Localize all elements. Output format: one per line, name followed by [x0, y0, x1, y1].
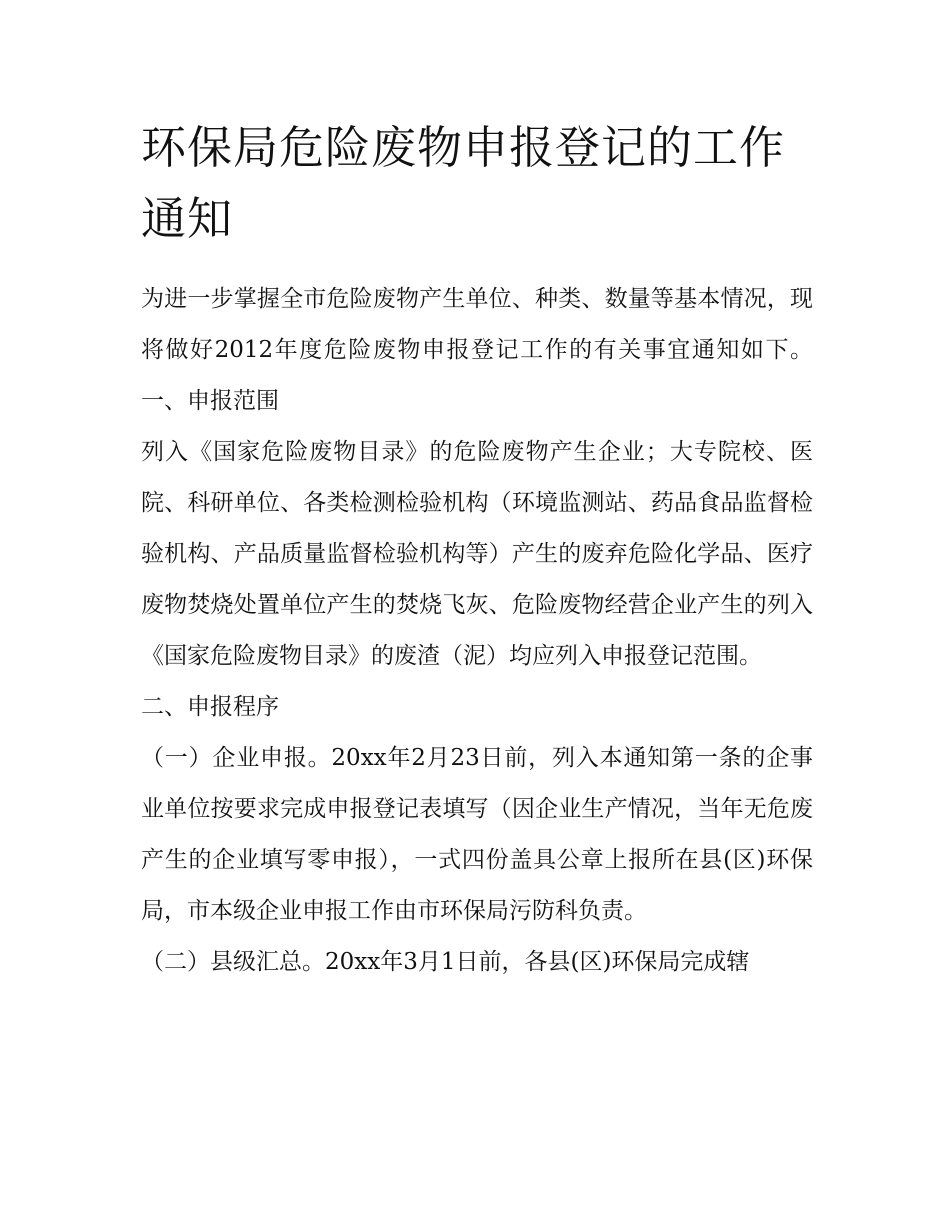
- paragraph-intro: 为进一步掌握全市危险废物产生单位、种类、数量等基本情况，现将做好2012年度危险废物申报登记工作的有关事宜通知如下。 一、申报范围: [141, 286, 813, 414]
- paragraph-enterprise-report: （一）企业申报。20xx年2月23日前，列入本通知第一条的企事业单位按要求完成申报登记表填写（因企业生产情况，当年无危废产生的企业填写零申报），一式四份盖具公章上报所在县(区)环保局，市本级企业申报工作由市环保局污防科负责。: [141, 745, 813, 924]
- paragraph-county-summary: （二）县级汇总。20xx年3月1日前，各县(区)环保局完成辖: [141, 949, 750, 975]
- paragraph-procedure-heading: 二、申报程序: [141, 694, 279, 720]
- paragraph-scope: 列入《国家危险废物目录》的危险废物产生企业；大专院校、医院、科研单位、各类检测检验机构（环境监测站、药品食品监督检验机构、产品质量监督检验机构等）产生的废弃危险化学品、医疗废物焚烧处置单位产生的焚烧飞灰、危险废物经营企业产生的列入《国家危险废物目录》的废渣（泥）均应列入申报登记范围。: [141, 439, 813, 669]
- document-page: [141, 112, 813, 988]
- document-title: 环保局危险废物申报登记的工作通知: [141, 121, 786, 245]
